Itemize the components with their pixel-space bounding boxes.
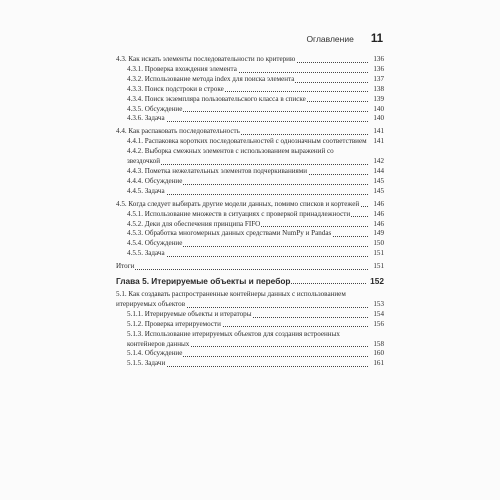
toc-entry-page: 140 xyxy=(373,114,384,123)
toc-subsection-entry xyxy=(116,187,384,197)
toc-entry-title: 4.4.5. Задача xyxy=(127,186,165,195)
toc-entry-title: 4.3.3. Поиск подстроки в строке xyxy=(127,84,224,93)
toc-entry-page: 161 xyxy=(373,359,384,368)
toc-subsection-entry xyxy=(116,95,384,105)
toc-section-entry xyxy=(116,290,384,310)
toc-entry-title: 5.1.3. Использование итерируемых объектов для создания встроенных контейнеров данных xyxy=(127,329,340,348)
toc-entry-page: 145 xyxy=(373,176,384,185)
toc-subsection-entry xyxy=(116,220,384,230)
toc-subsection-entry xyxy=(116,249,384,259)
running-head-section: Оглавление xyxy=(306,34,354,44)
toc-subsection-entry xyxy=(116,137,384,147)
toc-entry-title: 4.5.1. Использование множеств в ситуациях с проверкой принадлежности xyxy=(127,209,351,218)
toc-entry-title: 4.3.6. Задача xyxy=(127,114,165,123)
toc-subsection-entry xyxy=(116,65,384,75)
toc-entry-title: 5.1.1. Итерируемые объекты и итераторы xyxy=(127,309,252,318)
toc-subsection-entry xyxy=(116,147,384,167)
toc-entry-title: 4.5.5. Задача xyxy=(127,249,165,258)
toc-subsection-entry xyxy=(116,229,384,239)
toc-entry-title: 4.3. Как искать элементы последовательности по критерию xyxy=(116,55,296,63)
toc-subsection-entry xyxy=(116,210,384,220)
toc-subsection-entry xyxy=(116,105,384,115)
toc-entry-title: 4.3.2. Использование метода index для поиска элемента xyxy=(127,74,295,83)
toc-entry-title: 4.5.3. Обработка многомерных данных средствами NumPy и Pandas xyxy=(127,229,332,238)
toc-entry-page: 139 xyxy=(373,94,384,103)
toc-entry-page: 158 xyxy=(373,339,384,348)
toc-entry-title: 4.4.2. Выборка смежных элементов с использованием выражений со звездочкой xyxy=(127,147,334,166)
toc-entry-page: 156 xyxy=(373,319,384,328)
toc-entry-page: 151 xyxy=(373,262,384,271)
toc-entry-page: 141 xyxy=(373,127,384,136)
toc-entry-title: 4.5.2. Деки для обеспечения принципа FIFO xyxy=(127,219,261,228)
toc-section-entry xyxy=(116,55,384,65)
toc-entry-title: 4.4. Как распаковать последовательность xyxy=(116,127,240,136)
toc-entry-page: 146 xyxy=(373,219,384,228)
toc-entry-page: 142 xyxy=(373,157,384,166)
toc-subsection-entry xyxy=(116,167,384,177)
page-number: 11 xyxy=(370,33,383,45)
toc-entry-title: 4.4.1. Распаковка коротких последовательностей с однозначным соответствием xyxy=(127,137,367,146)
toc-entry-page: 150 xyxy=(373,239,384,248)
toc-entry-page: 140 xyxy=(373,104,384,113)
toc-entry-page: 136 xyxy=(373,55,384,63)
toc-entry-title: 4.3.5. Обсуждение xyxy=(127,104,183,113)
toc-entry-page: 152 xyxy=(370,276,384,287)
toc-entry-page: 146 xyxy=(373,209,384,218)
toc-subsection-entry xyxy=(116,330,384,350)
toc-subsection-entry xyxy=(116,177,384,187)
toc-entry-title: 4.3.1. Проверка вхождения элемента xyxy=(127,64,237,73)
toc-entry-title: 4.3.4. Поиск экземпляра пользовательского класса в списке xyxy=(127,94,306,103)
toc-entry-page: 160 xyxy=(373,349,384,358)
toc-entry-page: 144 xyxy=(373,166,384,175)
toc-subsection-entry xyxy=(116,320,384,330)
toc-subsection-entry xyxy=(116,349,384,359)
toc-entry-title: 5.1.4. Обсуждение xyxy=(127,349,183,358)
page-header xyxy=(306,33,383,45)
toc-subsection-entry xyxy=(116,85,384,95)
toc-section-entry xyxy=(116,262,384,272)
toc-entry-page: 149 xyxy=(373,229,384,238)
toc-subsection-entry xyxy=(116,75,384,85)
toc-entry-title: Глава 5. Итерируемые объекты и перебор xyxy=(116,276,291,287)
toc-entry-page: 146 xyxy=(373,199,384,208)
toc-subsection-entry xyxy=(116,239,384,249)
toc-section-entry xyxy=(116,127,384,137)
toc-entry-page: 141 xyxy=(373,137,384,146)
table-of-contents xyxy=(116,55,384,369)
toc-entry-title: Итоги xyxy=(116,262,135,271)
toc-entry-title: 5.1.5. Задачи xyxy=(127,359,166,368)
toc-entry-title: 4.5.4. Обсуждение xyxy=(127,239,183,248)
toc-entry-title: 5.1. Как создавать распространенные контейнеры данных с использованием итерируемых объектов xyxy=(116,290,346,308)
toc-subsection-entry xyxy=(116,310,384,320)
toc-subsection-entry xyxy=(116,359,384,369)
toc-entry-page: 153 xyxy=(373,299,384,308)
toc-entry-page: 137 xyxy=(373,74,384,83)
toc-subsection-entry xyxy=(116,114,384,124)
toc-entry-page: 136 xyxy=(373,64,384,73)
toc-section-entry xyxy=(116,200,384,210)
toc-chapter-entry xyxy=(116,276,384,287)
toc-entry-page: 145 xyxy=(373,186,384,195)
toc-entry-page: 151 xyxy=(373,249,384,258)
toc-entry-title: 5.1.2. Проверка итерируемости xyxy=(127,319,221,328)
toc-entry-title: 4.5. Когда следует выбирать другие модели данных, помимо списков и кортежей xyxy=(116,199,360,208)
toc-entry-page: 138 xyxy=(373,84,384,93)
toc-entry-title: 4.4.3. Пометка нежелательных элементов подчеркиваниями xyxy=(127,166,308,175)
toc-entry-page: 154 xyxy=(373,309,384,318)
toc-entry-title: 4.4.4. Обсуждение xyxy=(127,176,183,185)
